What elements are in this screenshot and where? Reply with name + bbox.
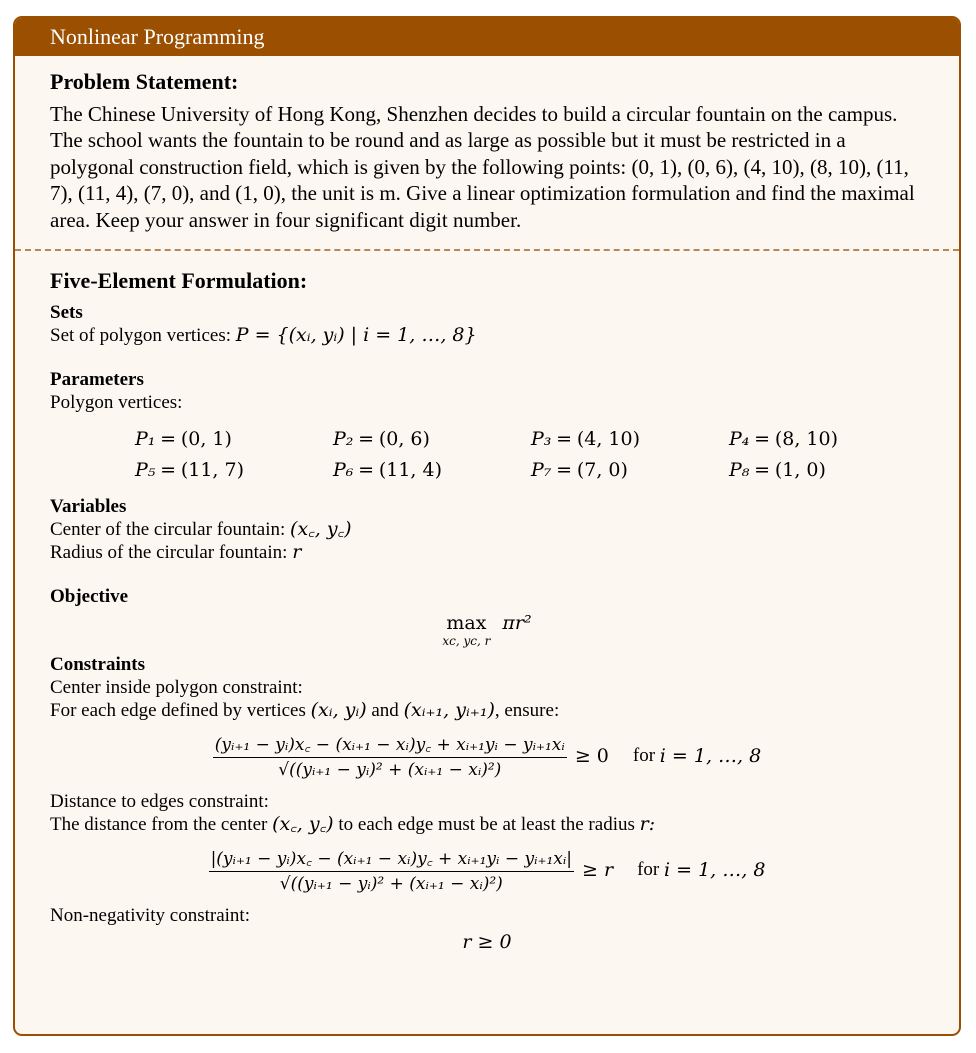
problem-text: The Chinese University of Hong Kong, Shenzhen decides to build a circular fountain on the campus. The school wants the fountain to be round and as large as possible but it must be restricted in a polygonal construction field, which is given by the following points: (0, 1), (0, 6), (4, 10), (8, 10), (11, 7), (11, 4), (7, 0), and (1, 0), the unit is m. Give a linear optimization formulation and find the maximal area. Keep your answer in four significant digit number.: [50, 102, 915, 232]
formulation-heading: Five-Element Formulation:: [50, 268, 308, 294]
parameters-heading: Parameters: [50, 369, 144, 391]
dist-label: Distance to edges constraint:: [50, 791, 269, 813]
sets-label: Set of polygon vertices:: [50, 325, 231, 347]
problem-heading: Problem Statement:: [50, 69, 239, 94]
dist-equation: $\frac{\text{|(yᵢ₊₁ − yᵢ)x꜀ − (xᵢ₊₁ − xᵢ)y꜀ + xᵢ₊₁yᵢ − yᵢ₊₁xᵢ|}}{\text{√((yᵢ₊₁ − yᵢ)² + (xᵢ₊₁ − xᵢ)²)}}$ ≥ r for i = 1, …, 8: [50, 846, 924, 894]
center-line: Center of the circular fountain: (x꜀, y꜀): [50, 518, 352, 541]
vertex-item: P₆ = (11, 4): [333, 459, 442, 482]
vertex-item: P₇ = (7, 0): [531, 459, 628, 482]
inside-label: Center inside polygon constraint:: [50, 677, 303, 699]
vertex-grid: [135, 428, 924, 482]
vertex-item: P₄ = (8, 10): [729, 428, 838, 451]
nonneg-equation: r ≥ 0: [462, 931, 512, 954]
constraints-block: [50, 654, 924, 953]
inside-equation: $\frac{\text{(yᵢ₊₁ − yᵢ)x꜀ − (xᵢ₊₁ − xᵢ)y꜀ + xᵢ₊₁yᵢ − yᵢ₊₁xᵢ}}{\text{√((yᵢ₊₁ − yᵢ)² + (xᵢ₊₁ − xᵢ)²)}}$ ≥ 0 for i = 1, …, 8: [50, 732, 924, 780]
formulation-box: [13, 16, 961, 1036]
vertex-item: P₃ = (4, 10): [531, 428, 640, 451]
sets-block: [50, 302, 924, 347]
box-title: Nonlinear Programming: [15, 18, 959, 56]
vertex-item: P₁ = (0, 1): [135, 428, 232, 451]
vertex-item: P₈ = (1, 0): [729, 459, 826, 482]
nonneg-label: Non-negativity constraint:: [50, 905, 250, 927]
constraints-heading: Constraints: [50, 654, 146, 676]
sets-heading: Sets: [50, 302, 83, 324]
inside-desc: For each edge defined by vertices (xᵢ, yᵢ) and (xᵢ₊₁, yᵢ₊₁), ensure:: [50, 699, 560, 722]
dist-desc: The distance from the center (x꜀, y꜀) to each edge must be at least the radius r:: [50, 813, 656, 836]
formulation-section: [15, 251, 959, 953]
vertex-item: P₅ = (11, 7): [135, 459, 244, 482]
problem-section: [15, 56, 959, 233]
parameters-label: Polygon vertices:: [50, 392, 183, 414]
variables-block: [50, 496, 924, 564]
sets-line: [50, 324, 924, 347]
radius-line: Radius of the circular fountain: r: [50, 541, 302, 564]
variables-heading: Variables: [50, 496, 127, 518]
sets-expr: P = {(xᵢ, yᵢ) | i = 1, …, 8}: [235, 324, 477, 347]
objective-expression: max xc, yc, r πr²: [442, 612, 532, 649]
vertex-item: P₂ = (0, 6): [333, 428, 430, 451]
objective-heading: Objective: [50, 586, 129, 608]
objective-block: [50, 586, 924, 648]
parameters-block: [50, 369, 924, 482]
